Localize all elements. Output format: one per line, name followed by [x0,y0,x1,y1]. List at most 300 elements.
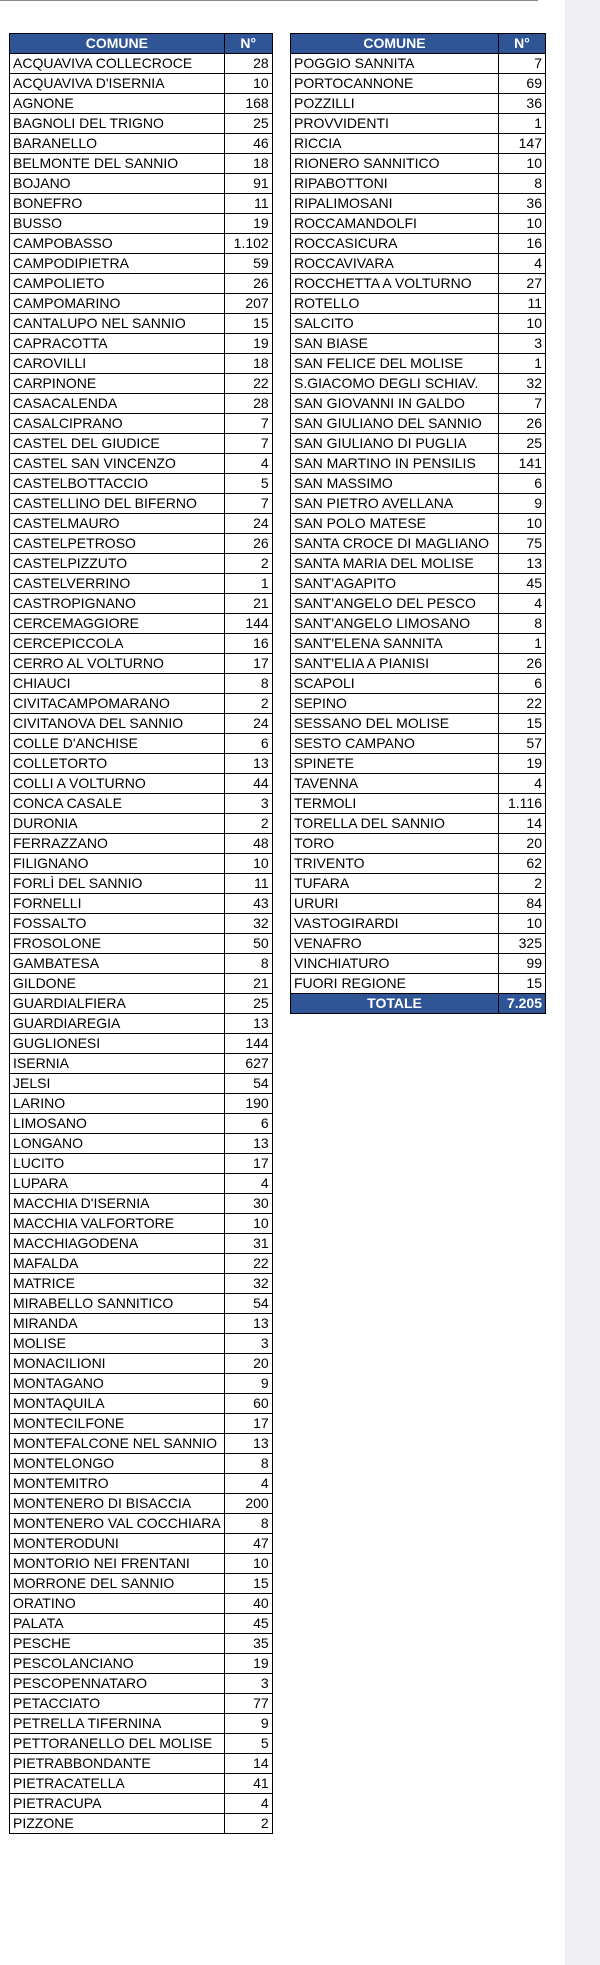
total-label: TOTALE [291,994,499,1014]
comune-count: 26 [224,534,272,554]
comune-count: 200 [224,1494,272,1514]
comune-name: CHIAUCI [10,674,225,694]
comune-name: CASTROPIGNANO [10,594,225,614]
comune-count: 4 [224,1794,272,1814]
comune-name: PESCHE [10,1634,225,1654]
table-row [10,874,273,894]
comune-count: 8 [224,1514,272,1534]
table-row [10,1094,273,1114]
comune-name: ROCCHETTA A VOLTURNO [291,274,499,294]
comune-count: 15 [499,974,546,994]
comune-count: 25 [224,114,272,134]
comune-name: FUORI REGIONE [291,974,499,994]
comune-name: SCAPOLI [291,674,499,694]
table-row [10,334,273,354]
comune-count: 60 [224,1394,272,1414]
comune-count: 9 [224,1374,272,1394]
comune-name: CASTELBOTTACCIO [10,474,225,494]
comune-count: 26 [224,274,272,294]
table-row [10,394,273,414]
table-row [10,474,273,494]
table-row [291,334,546,354]
comune-count: 10 [224,74,272,94]
table-row [10,834,273,854]
comune-count: 32 [499,374,546,394]
table-row [291,754,546,774]
comune-name: SAN GIULIANO DI PUGLIA [291,434,499,454]
side-panel [565,0,600,1965]
comune-count: 8 [224,674,272,694]
comune-count: 36 [499,194,546,214]
comune-count: 144 [224,1034,272,1054]
comune-count: 1.116 [499,794,546,814]
table-row [10,1214,273,1234]
comune-count: 22 [499,694,546,714]
comune-name: CASTEL DEL GIUDICE [10,434,225,454]
comune-name: CAMPOBASSO [10,234,225,254]
comune-name: ACQUAVIVA COLLECROCE [10,54,225,74]
comune-count: 4 [499,254,546,274]
table-row [10,1814,273,1834]
comune-name: FOSSALTO [10,914,225,934]
comune-name: BONEFRO [10,194,225,214]
table-row [10,634,273,654]
table-row [10,1194,273,1214]
comune-count: 22 [224,374,272,394]
comune-name: MONTAQUILA [10,1394,225,1414]
comune-count: 6 [224,734,272,754]
comune-name: SANT'ELIA A PIANISI [291,654,499,674]
comune-name: TORELLA DEL SANNIO [291,814,499,834]
comune-name: CASTELMAURO [10,514,225,534]
header-row [291,34,546,54]
table-row [10,1634,273,1654]
comune-count: 18 [224,354,272,374]
comune-count: 35 [224,1634,272,1654]
comune-count: 13 [499,554,546,574]
comune-name: GUARDIAREGIA [10,1014,225,1034]
comune-count: 44 [224,774,272,794]
comune-count: 46 [224,134,272,154]
table-row [291,694,546,714]
table-row [291,254,546,274]
table-row [291,474,546,494]
total-row [291,994,546,1014]
comune-count: 28 [224,394,272,414]
comune-name: POGGIO SANNITA [291,54,499,74]
table-row [10,114,273,134]
comune-name: TRIVENTO [291,854,499,874]
comune-count: 147 [499,134,546,154]
table-row [10,494,273,514]
table-row [291,574,546,594]
comune-name: PIETRACUPA [10,1794,225,1814]
comune-name: PROVVIDENTI [291,114,499,134]
comune-name: LUCITO [10,1154,225,1174]
comune-name: CERRO AL VOLTURNO [10,654,225,674]
comune-name: SANT'ELENA SANNITA [291,634,499,654]
comune-name: GUGLIONESI [10,1034,225,1054]
table-row [10,534,273,554]
table-row [10,354,273,374]
comune-count: 45 [499,574,546,594]
comune-name: CAMPOLIETO [10,274,225,294]
table-row [10,174,273,194]
table-row [10,514,273,534]
comune-count: 47 [224,1534,272,1554]
comune-name: MACCHIAGODENA [10,1234,225,1254]
comune-count: 19 [224,214,272,234]
comune-name: SAN MASSIMO [291,474,499,494]
comune-name: CIVITANOVA DEL SANNIO [10,714,225,734]
comune-name: DURONIA [10,814,225,834]
table-body [10,54,273,1834]
table-row [10,734,273,754]
comune-name: BOJANO [10,174,225,194]
table-row [10,974,273,994]
comune-count: 59 [224,254,272,274]
comune-count: 75 [499,534,546,554]
table-row [10,814,273,834]
comune-name: TORO [291,834,499,854]
comune-count: 13 [224,1314,272,1334]
header-comune: COMUNE [291,34,499,54]
comune-count: 1.102 [224,234,272,254]
table-row [10,454,273,474]
comune-name: CASACALENDA [10,394,225,414]
comune-count: 50 [224,934,272,954]
comune-count: 21 [224,974,272,994]
table-row [10,934,273,954]
comune-count: 1 [499,354,546,374]
table-row [291,74,546,94]
table-row [10,994,273,1014]
table-row [10,1474,273,1494]
comune-name: ROTELLO [291,294,499,314]
table-row [291,374,546,394]
comune-name: MACCHIA D'ISERNIA [10,1194,225,1214]
comune-count: 627 [224,1054,272,1074]
comune-name: MONTECILFONE [10,1414,225,1434]
table-row [291,394,546,414]
table-row [10,1394,273,1414]
comune-name: GILDONE [10,974,225,994]
comune-count: 10 [224,1214,272,1234]
table-row [10,614,273,634]
table-row [10,274,273,294]
table-row [10,694,273,714]
comune-count: 17 [224,1154,272,1174]
comune-name: SALCITO [291,314,499,334]
comune-count: 10 [499,914,546,934]
comune-name: PETACCIATO [10,1694,225,1714]
comune-count: 54 [224,1294,272,1314]
table-row [10,1274,273,1294]
comune-count: 32 [224,1274,272,1294]
comune-name: MATRICE [10,1274,225,1294]
table-row [10,1114,273,1134]
comune-count: 4 [224,1174,272,1194]
comune-count: 25 [499,434,546,454]
comune-name: BELMONTE DEL SANNIO [10,154,225,174]
table-row [291,274,546,294]
comune-name: MONTENERO DI BISACCIA [10,1494,225,1514]
comune-name: RICCIA [291,134,499,154]
comune-name: RIPALIMOSANI [291,194,499,214]
comune-count: 16 [499,234,546,254]
comune-count: 20 [224,1354,272,1374]
comune-name: MAFALDA [10,1254,225,1274]
comune-name: CASALCIPRANO [10,414,225,434]
table-row [291,714,546,734]
table-row [291,814,546,834]
table-row [291,854,546,874]
comune-count: 20 [499,834,546,854]
comune-name: CAMPODIPIETRA [10,254,225,274]
comune-count: 16 [224,634,272,654]
comune-name: SAN GIOVANNI IN GALDO [291,394,499,414]
comune-count: 14 [499,814,546,834]
comune-name: VENAFRO [291,934,499,954]
comune-name: GUARDIALFIERA [10,994,225,1014]
comune-name: PESCOPENNATARO [10,1674,225,1694]
comune-name: MIRABELLO SANNITICO [10,1294,225,1314]
table-row [10,1754,273,1774]
comune-count: 15 [224,314,272,334]
comune-name: ORATINO [10,1594,225,1614]
table-row [10,1614,273,1634]
table-row [291,154,546,174]
comune-name: MIRANDA [10,1314,225,1334]
comune-name: PORTOCANNONE [291,74,499,94]
comune-count: 6 [499,674,546,694]
comune-name: CIVITACAMPOMARANO [10,694,225,714]
comune-name: PETRELLA TIFERNINA [10,1714,225,1734]
comune-count: 5 [224,1734,272,1754]
comune-count: 6 [499,474,546,494]
table-row [10,1434,273,1454]
comune-count: 45 [224,1614,272,1634]
table-row [10,574,273,594]
comune-count: 13 [224,1434,272,1454]
comune-count: 8 [224,954,272,974]
table-row [291,354,546,374]
table-row [10,1714,273,1734]
table-row [10,1334,273,1354]
comune-count: 40 [224,1594,272,1614]
table-row [10,1354,273,1374]
comune-count: 99 [499,954,546,974]
comune-name: SAN PIETRO AVELLANA [291,494,499,514]
comune-name: CERCEPICCOLA [10,634,225,654]
comune-name: COLLE D'ANCHISE [10,734,225,754]
table-row [291,534,546,554]
comune-count: 77 [224,1694,272,1714]
comune-count: 13 [224,754,272,774]
comune-count: 207 [224,294,272,314]
comune-name: MONTENERO VAL COCCHIARA [10,1514,225,1534]
table-row [10,214,273,234]
table-row [10,554,273,574]
comune-name: CARPINONE [10,374,225,394]
table-row [10,1234,273,1254]
table-row [10,1774,273,1794]
comune-count: 7 [499,394,546,414]
comune-count: 41 [224,1774,272,1794]
comune-name: SANT'ANGELO DEL PESCO [291,594,499,614]
comune-name: MONTAGANO [10,1374,225,1394]
table-row [10,1414,273,1434]
comune-count: 17 [224,654,272,674]
table-row [10,1654,273,1674]
comune-count: 43 [224,894,272,914]
comuni-table-left [9,33,273,1834]
table-row [291,494,546,514]
table-row [291,894,546,914]
table-row [10,1734,273,1754]
comune-count: 4 [499,774,546,794]
comune-count: 1 [499,634,546,654]
top-divider [0,0,538,1]
comune-name: BAGNOLI DEL TRIGNO [10,114,225,134]
comune-count: 2 [224,694,272,714]
table-row [291,634,546,654]
table-row [10,414,273,434]
comune-count: 8 [499,174,546,194]
comune-count: 144 [224,614,272,634]
table-row [291,514,546,534]
table-row [10,374,273,394]
comune-count: 1 [499,114,546,134]
table-row [291,114,546,134]
comune-name: VASTOGIRARDI [291,914,499,934]
comune-count: 13 [224,1014,272,1034]
comune-count: 26 [499,654,546,674]
comune-name: SAN POLO MATESE [291,514,499,534]
comune-count: 25 [224,994,272,1014]
table-row [10,314,273,334]
comune-count: 6 [224,1114,272,1134]
comune-name: PESCOLANCIANO [10,1654,225,1674]
comune-name: MOLISE [10,1334,225,1354]
header-numero: N° [499,34,546,54]
table-row [10,854,273,874]
comune-name: CASTELVERRINO [10,574,225,594]
comune-name: SAN GIULIANO DEL SANNIO [291,414,499,434]
comune-name: LIMOSANO [10,1114,225,1134]
table-row [291,434,546,454]
table-row [291,674,546,694]
table-row [10,754,273,774]
comune-name: CAPRACOTTA [10,334,225,354]
table-row [10,774,273,794]
comune-count: 2 [224,814,272,834]
comune-count: 1 [224,574,272,594]
comune-name: FILIGNANO [10,854,225,874]
table-row [10,1154,273,1174]
comune-count: 9 [224,1714,272,1734]
header-row [10,34,273,54]
table-row [291,874,546,894]
table-row [291,974,546,994]
table-row [291,454,546,474]
comune-name: SAN MARTINO IN PENSILIS [291,454,499,474]
comune-count: 15 [224,1574,272,1594]
table-row [10,674,273,694]
table-row [10,1174,273,1194]
comune-name: SANT'AGAPITO [291,574,499,594]
comune-count: 141 [499,454,546,474]
comune-name: LUPARA [10,1174,225,1194]
comune-name: SANTA MARIA DEL MOLISE [291,554,499,574]
comune-name: URURI [291,894,499,914]
table-row [10,1014,273,1034]
table-row [10,1314,273,1334]
comune-count: 11 [499,294,546,314]
table-row [10,654,273,674]
comune-name: TERMOLI [291,794,499,814]
comune-name: RIPABOTTONI [291,174,499,194]
comune-name: PALATA [10,1614,225,1634]
table-row [10,594,273,614]
comune-count: 28 [224,54,272,74]
table-row [10,234,273,254]
comune-name: CAROVILLI [10,354,225,374]
comune-name: SANTA CROCE DI MAGLIANO [291,534,499,554]
table-row [10,1294,273,1314]
table-row [10,1074,273,1094]
comune-count: 2 [224,554,272,574]
comune-count: 24 [224,714,272,734]
comune-count: 21 [224,594,272,614]
comune-name: ROCCAMANDOLFI [291,214,499,234]
table-row [10,134,273,154]
table-row [10,1794,273,1814]
comune-count: 8 [499,614,546,634]
table-row [10,194,273,214]
table-row [10,1534,273,1554]
table-row [10,1674,273,1694]
comune-count: 10 [224,1554,272,1574]
table-row [291,734,546,754]
comune-name: SAN FELICE DEL MOLISE [291,354,499,374]
table-row [10,1254,273,1274]
comune-count: 2 [499,874,546,894]
table-row [10,1054,273,1074]
comune-name: FORLÌ DEL SANNIO [10,874,225,894]
comune-count: 3 [224,794,272,814]
table-row [10,1034,273,1054]
comune-name: MONACILIONI [10,1354,225,1374]
comune-name: TAVENNA [291,774,499,794]
comune-count: 19 [499,754,546,774]
table-row [10,154,273,174]
comune-name: LARINO [10,1094,225,1114]
table-row [10,254,273,274]
comune-count: 26 [499,414,546,434]
comune-name: SAN BIASE [291,334,499,354]
comune-name: ROCCASICURA [291,234,499,254]
comune-name: SPINETE [291,754,499,774]
comuni-table-right [290,33,546,1014]
table-row [10,914,273,934]
comune-name: RIONERO SANNITICO [291,154,499,174]
comune-name: S.GIACOMO DEGLI SCHIAV. [291,374,499,394]
comune-name: PIETRACATELLA [10,1774,225,1794]
comune-name: COLLETORTO [10,754,225,774]
table-row [10,1374,273,1394]
table-row [291,294,546,314]
